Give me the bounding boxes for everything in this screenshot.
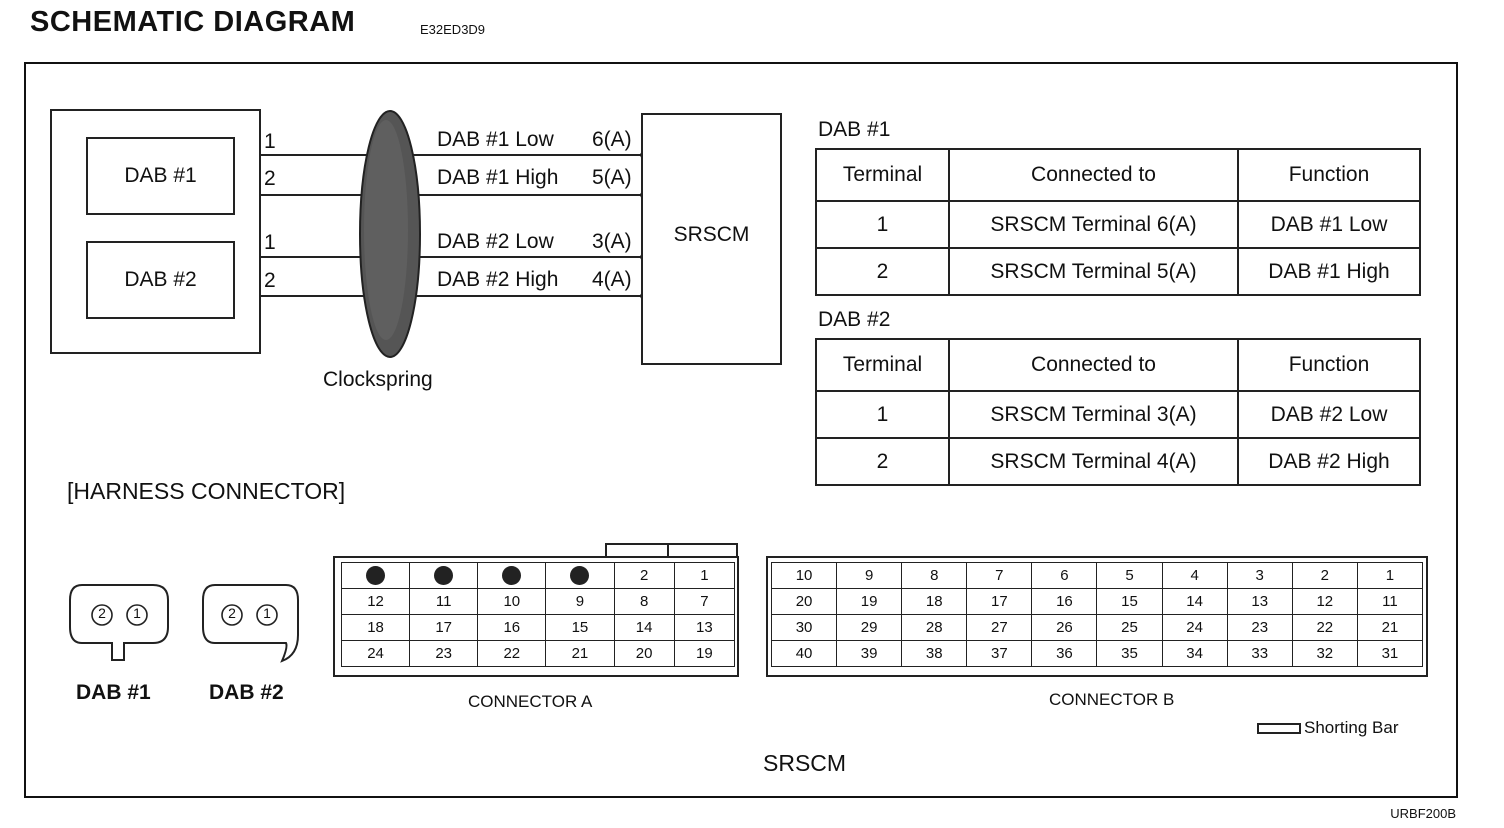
table-cell: DAB #1 Low (1238, 201, 1420, 248)
dab1-label: DAB #1 (124, 164, 197, 187)
occupied-pin-dot (570, 566, 589, 585)
pin-cell: 40 (772, 641, 837, 667)
table-header-row (816, 339, 1420, 391)
pin-cell: 8 (902, 563, 967, 589)
pin-cell: 28 (902, 615, 967, 641)
shorting-bar-legend-label: Shorting Bar (1304, 718, 1399, 737)
pin-cell: 34 (1162, 641, 1227, 667)
pin-cell: 3 (1227, 563, 1292, 589)
pin-cell: 33 (1227, 641, 1292, 667)
wire-terminal: 6(A) (592, 128, 632, 151)
pin-cell: 2 (614, 563, 674, 589)
shorting-bar-legend-icon (1257, 723, 1301, 734)
pin-cell: 36 (1032, 641, 1097, 667)
connector-row (772, 641, 1423, 667)
pin-cell (546, 563, 614, 589)
wire-label: DAB #2 High (437, 268, 559, 291)
connector-row (772, 563, 1423, 589)
pin-cell: 9 (546, 589, 614, 615)
pin-cell: 20 (614, 641, 674, 667)
wire-terminal: 4(A) (592, 268, 632, 291)
wire-terminal: 3(A) (592, 230, 632, 253)
srscm-label: SRSCM (673, 223, 750, 246)
pin-cell: 23 (1227, 615, 1292, 641)
pin-cell (478, 563, 546, 589)
connector-a-grid (341, 562, 735, 667)
pin-cell (410, 563, 478, 589)
pin-cell: 29 (837, 615, 902, 641)
pin-cell: 4 (1162, 563, 1227, 589)
pin-cell: 21 (546, 641, 614, 667)
pin-cell: 12 (342, 589, 410, 615)
table-header: Function (1238, 149, 1420, 201)
pin-cell: 19 (837, 589, 902, 615)
pin-cell: 10 (772, 563, 837, 589)
table-header: Connected to (949, 339, 1238, 391)
page-title: SCHEMATIC DIAGRAM (30, 6, 356, 38)
dab1-pin-1: 1 (264, 130, 276, 153)
pin-cell: 14 (614, 615, 674, 641)
dab2-connector-pin: 1 (263, 605, 271, 621)
pin-cell: 16 (1032, 589, 1097, 615)
connector-b-grid (771, 562, 1423, 667)
pin-cell: 1 (674, 563, 734, 589)
pin-cell: 25 (1097, 615, 1162, 641)
table-header: Terminal (816, 149, 949, 201)
table-cell: DAB #2 Low (1238, 391, 1420, 438)
pin-cell: 1 (1357, 563, 1422, 589)
dab2-pin-2: 2 (264, 269, 276, 292)
dab2-terminal-table (815, 338, 1421, 486)
pin-cell: 2 (1292, 563, 1357, 589)
pin-cell: 26 (1032, 615, 1097, 641)
table-header: Function (1238, 339, 1420, 391)
dab2-connector-label: DAB #2 (209, 681, 284, 704)
document-code: E32ED3D9 (420, 22, 486, 37)
table-cell: SRSCM Terminal 5(A) (949, 248, 1238, 295)
pin-cell: 15 (1097, 589, 1162, 615)
dab2-pin-1: 1 (264, 231, 276, 254)
table-cell: DAB #2 High (1238, 438, 1420, 485)
dab1-connector-pin: 1 (133, 605, 141, 621)
table-row (816, 201, 1420, 248)
occupied-pin-dot (434, 566, 453, 585)
table-cell: 2 (816, 438, 949, 485)
pin-cell: 17 (967, 589, 1032, 615)
clockspring-label: Clockspring (323, 368, 433, 391)
pin-cell: 23 (410, 641, 478, 667)
table-header: Terminal (816, 339, 949, 391)
connector-row (342, 641, 735, 667)
pin-cell: 11 (410, 589, 478, 615)
dab1-terminal-table (815, 148, 1421, 296)
pin-cell: 13 (1227, 589, 1292, 615)
table-cell: SRSCM Terminal 6(A) (949, 201, 1238, 248)
table-cell: 1 (816, 201, 949, 248)
dab2-module (86, 241, 235, 319)
table-cell: 1 (816, 391, 949, 438)
shorting-bar (605, 543, 738, 557)
table-cell: DAB #1 High (1238, 248, 1420, 295)
srscm-module (641, 113, 782, 365)
pin-cell: 22 (1292, 615, 1357, 641)
occupied-pin-dot (366, 566, 385, 585)
table-header-row (816, 149, 1420, 201)
pin-cell: 7 (967, 563, 1032, 589)
table-row (816, 438, 1420, 485)
pin-cell: 8 (614, 589, 674, 615)
wire-label: DAB #1 High (437, 166, 559, 189)
dab1-connector-pin: 2 (98, 605, 106, 621)
pin-cell (342, 563, 410, 589)
pin-cell: 9 (837, 563, 902, 589)
pin-cell: 37 (967, 641, 1032, 667)
pin-cell: 18 (342, 615, 410, 641)
pin-cell: 38 (902, 641, 967, 667)
dab2-table-title: DAB #2 (818, 308, 891, 331)
pin-cell: 31 (1357, 641, 1422, 667)
srscm-module-label: SRSCM (763, 750, 847, 776)
dab-connector-shapes (60, 575, 310, 670)
shorting-bar-divider (667, 543, 669, 557)
pin-cell: 14 (1162, 589, 1227, 615)
occupied-pin-dot (502, 566, 521, 585)
pin-cell: 21 (1357, 615, 1422, 641)
dab1-table-title: DAB #1 (818, 118, 891, 141)
pin-cell: 7 (674, 589, 734, 615)
pin-cell: 20 (772, 589, 837, 615)
dab1-connector-outline (70, 585, 168, 660)
wire-label: DAB #2 Low (437, 230, 554, 253)
table-row (816, 391, 1420, 438)
pin-cell: 11 (1357, 589, 1422, 615)
wire-terminal: 5(A) (592, 166, 632, 189)
table-row (816, 248, 1420, 295)
pin-cell: 16 (478, 615, 546, 641)
connector-b-label: CONNECTOR B (1049, 690, 1175, 709)
table-header: Connected to (949, 149, 1238, 201)
pin-cell: 15 (546, 615, 614, 641)
figure-code: URBF200B (1390, 806, 1456, 821)
dab1-pin-2: 2 (264, 167, 276, 190)
pin-cell: 39 (837, 641, 902, 667)
pin-cell: 27 (967, 615, 1032, 641)
pin-cell: 12 (1292, 589, 1357, 615)
pin-cell: 18 (902, 589, 967, 615)
connector-row (342, 589, 735, 615)
pin-cell: 24 (1162, 615, 1227, 641)
dab1-module (86, 137, 235, 215)
pin-cell: 19 (674, 641, 734, 667)
pin-cell: 32 (1292, 641, 1357, 667)
connector-row (772, 615, 1423, 641)
dab1-connector-label: DAB #1 (76, 681, 151, 704)
pin-cell: 24 (342, 641, 410, 667)
table-cell: SRSCM Terminal 3(A) (949, 391, 1238, 438)
pin-cell: 6 (1032, 563, 1097, 589)
connector-row (342, 563, 735, 589)
pin-cell: 10 (478, 589, 546, 615)
harness-section-title: [HARNESS CONNECTOR] (67, 478, 346, 504)
pin-cell: 13 (674, 615, 734, 641)
dab2-label: DAB #2 (124, 268, 197, 291)
pin-cell: 35 (1097, 641, 1162, 667)
pin-cell: 5 (1097, 563, 1162, 589)
connector-a-label: CONNECTOR A (468, 692, 593, 711)
pin-cell: 30 (772, 615, 837, 641)
dab2-connector-pin: 2 (228, 605, 236, 621)
table-cell: 2 (816, 248, 949, 295)
table-cell: SRSCM Terminal 4(A) (949, 438, 1238, 485)
dab2-connector-outline (203, 585, 298, 661)
pin-cell: 22 (478, 641, 546, 667)
wire-label: DAB #1 Low (437, 128, 554, 151)
connector-row (342, 615, 735, 641)
connector-row (772, 589, 1423, 615)
pin-cell: 17 (410, 615, 478, 641)
